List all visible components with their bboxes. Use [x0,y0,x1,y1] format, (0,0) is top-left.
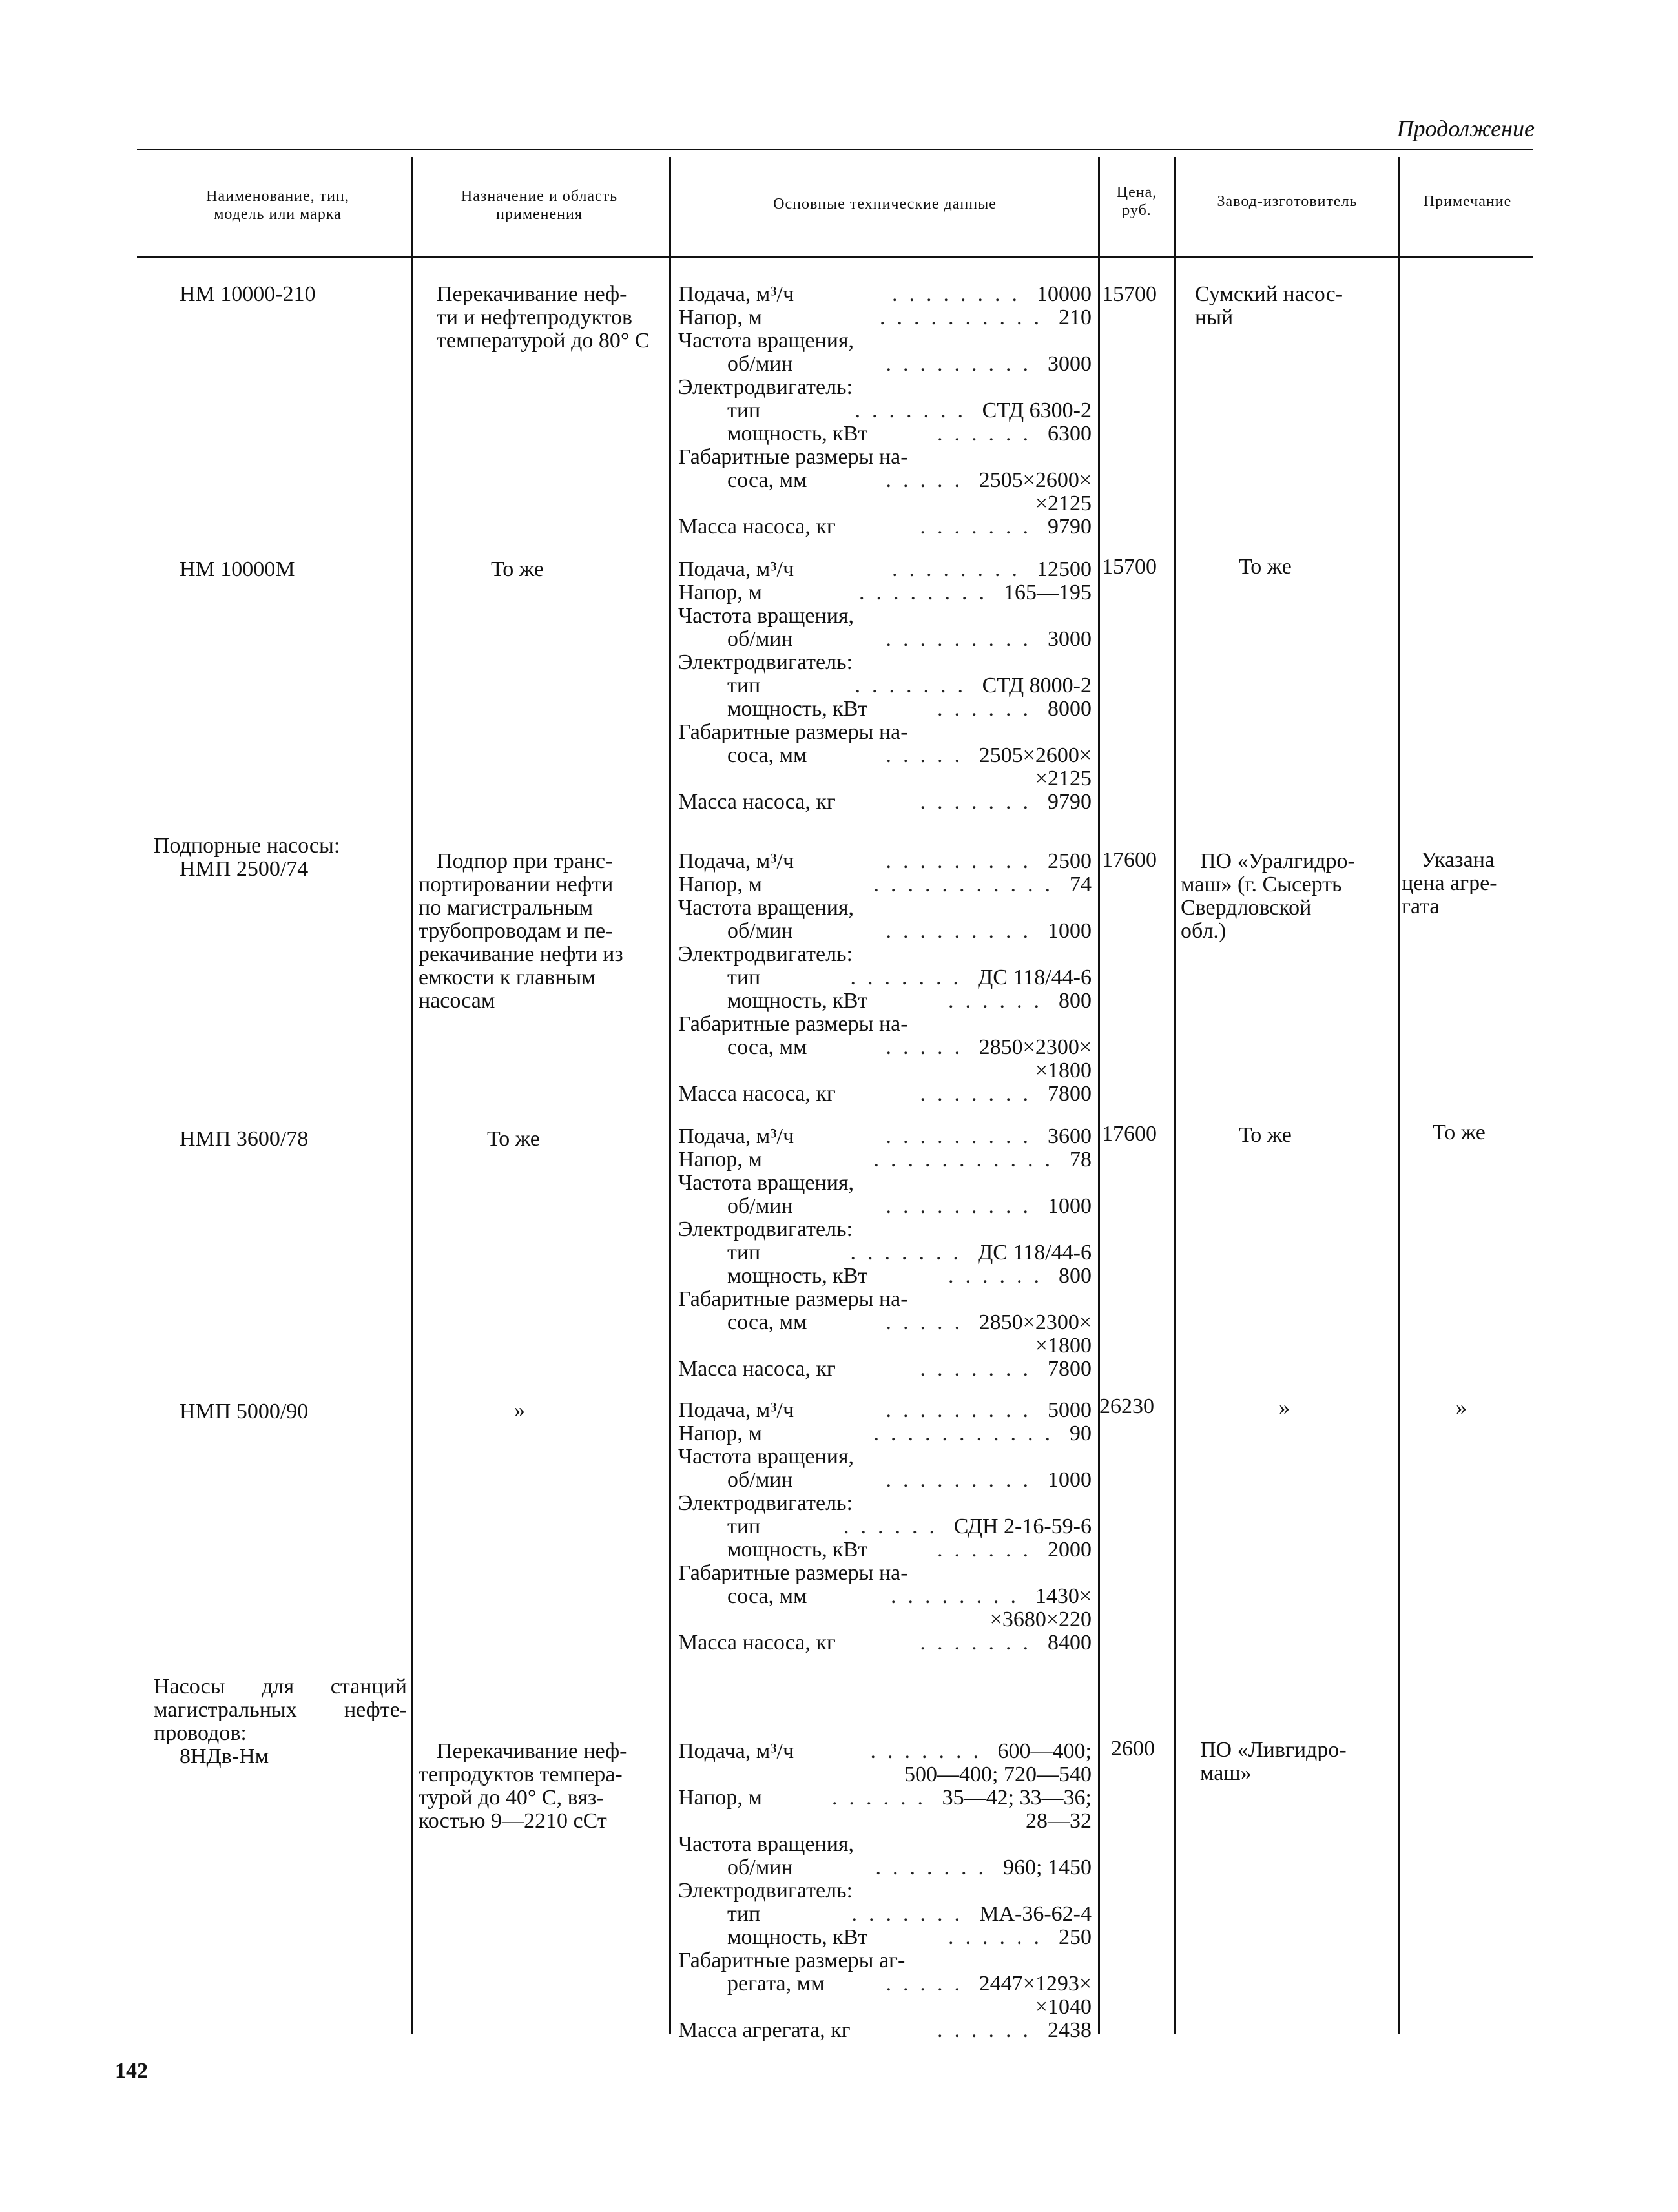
row-specs [678,850,1092,1106]
spec-line [678,1082,1092,1106]
leader-dots: ...... [948,1265,1051,1288]
spec-label: Частота вращения, [678,1445,855,1469]
spec-value: 1430× [1035,1584,1092,1608]
spec-label: регата, мм [727,1972,825,1996]
header-specs: Основные технические данные [773,196,997,212]
header-factory: Завод-изготовитель [1217,193,1358,210]
leader-dots: ...... [948,989,1051,1013]
spec-line [678,1195,1092,1218]
spec-label: Масса насоса, кг [678,1631,836,1655]
spec-value: 1000 [1048,919,1092,943]
row-specs [678,1740,1092,2042]
spec-label: Габаритные размеры на- [678,445,908,469]
spec-value: ДС 118/44-6 [978,966,1092,989]
leader-dots: ...... [937,698,1040,721]
spec-label: Подача, м³/ч [678,557,794,581]
spec-label: Напор, м [678,305,762,329]
spec-label: соса, мм [727,1035,807,1059]
row-specs [678,558,1092,814]
row-name: НМ 10000М [180,557,295,581]
spec-line [678,1241,1092,1265]
row-price: 26230 [1099,1394,1154,1418]
column-divider-1 [411,157,413,260]
row-price: 17600 [1102,848,1157,872]
spec-label: Подача, м³/ч [678,1398,794,1422]
spec-line [678,1013,1092,1036]
spec-label: Масса агрегата, кг [678,2018,851,2042]
leader-dots: ....... [855,399,975,422]
spec-value: 2505×2600× [979,743,1092,767]
spec-line [678,1399,1092,1422]
spec-label: мощность, кВт [727,1264,868,1288]
spec-label: соса, мм [727,1310,807,1334]
spec-value: 90 [1070,1421,1092,1445]
row-note: » [1456,1396,1467,1420]
spec-line [678,1562,1092,1585]
spec-value: 165—195 [1004,581,1092,605]
spec-line [678,1218,1092,1241]
leader-dots: ....... [920,1082,1040,1106]
spec-value: 500—400; 720—540 [904,1762,1092,1786]
spec-label: Подача, м³/ч [678,1739,794,1763]
spec-label: Подача, м³/ч [678,1124,794,1148]
spec-line [678,1926,1092,1949]
row-name: Насосы для станций магистральных нефте- проводов: 8НДв-Нм [154,1675,407,1768]
row-name: НМП 3600/78 [180,1127,309,1151]
spec-line [678,1972,1092,1996]
spec-value: 10000 [1037,282,1092,306]
leader-dots: ...... [937,1538,1040,1562]
spec-line [678,469,1092,492]
row-name: НМП 5000/90 [180,1400,309,1423]
spec-line [678,791,1092,814]
spec-value: 3000 [1048,627,1092,651]
spec-value: ×2125 [1035,767,1092,791]
leader-dots: ........... [873,873,1062,896]
spec-label: Частота вращения, [678,1832,855,1856]
spec-label: Масса насоса, кг [678,1082,836,1106]
spec-line [678,698,1092,721]
spec-value: 74 [1070,873,1092,896]
leader-dots: ..... [886,469,971,492]
leader-dots: ....... [920,1631,1040,1655]
spec-line [678,1879,1092,1903]
spec-value: СДН 2-16-59-6 [953,1514,1092,1538]
spec-value: 7800 [1048,1357,1092,1381]
spec-line [678,1445,1092,1469]
row-name: НМ 10000-210 [180,282,316,306]
row-price: 17600 [1102,1122,1157,1146]
spec-value: 2850×2300× [979,1035,1092,1059]
header-price: Цена, руб. [1116,184,1157,219]
spec-value: 2000 [1048,1538,1092,1562]
spec-line [678,353,1092,376]
row-price: 2600 [1111,1737,1155,1761]
spec-value: 8400 [1048,1631,1092,1655]
spec-value: 2500 [1048,849,1092,873]
spec-line [678,989,1092,1013]
spec-line [678,1358,1092,1381]
spec-label: Электродвигатель: [678,1879,853,1903]
spec-line [678,1288,1092,1311]
leader-dots: ........ [891,1585,1028,1608]
spec-label: тип [727,1514,761,1538]
spec-line [678,581,1092,605]
spec-line [678,744,1092,767]
spec-line [678,1492,1092,1515]
spec-value: ×1800 [1035,1334,1092,1358]
spec-label: Габаритные размеры на- [678,1012,908,1036]
leader-dots: ....... [875,1856,995,1879]
spec-line [678,721,1092,744]
row-specs [678,283,1092,539]
spec-line [678,558,1092,581]
spec-label: об/мин [727,1855,793,1879]
spec-value: 960; 1450 [1003,1855,1092,1879]
column-divider-5 [1398,157,1400,2034]
spec-line [678,1148,1092,1172]
leader-dots: ...... [844,1515,946,1538]
spec-label: мощность, кВт [727,1925,868,1949]
spec-label: мощность, кВт [727,697,868,721]
spec-value: ×1800 [1035,1059,1092,1082]
spec-value: ДС 118/44-6 [978,1241,1092,1265]
spec-label: Напор, м [678,1421,762,1445]
spec-value: 78 [1070,1148,1092,1172]
spec-value: 2850×2300× [979,1310,1092,1334]
spec-line [678,850,1092,873]
spec-line [678,628,1092,651]
spec-line [678,1631,1092,1655]
row-factory: То же [1239,1123,1292,1147]
spec-label: Подача, м³/ч [678,282,794,306]
leader-dots: ....... [920,791,1040,814]
spec-line [678,1515,1092,1538]
spec-value: 800 [1059,989,1092,1013]
leader-dots: ........... [873,1422,1062,1445]
spec-line [678,1833,1092,1856]
spec-line [678,966,1092,989]
spec-label: Напор, м [678,873,762,896]
spec-line [678,767,1092,791]
spec-line [678,1422,1092,1445]
spec-label: Электродвигатель: [678,650,853,674]
spec-label: соса, мм [727,468,807,492]
spec-label: тип [727,966,761,989]
spec-value: ×3680×220 [989,1607,1092,1631]
leader-dots: ....... [850,1241,970,1265]
spec-label: тип [727,1902,761,1926]
spec-line [678,1996,1092,2019]
spec-value: ×2125 [1035,491,1092,515]
spec-value: 3600 [1048,1124,1092,1148]
spec-label: Масса насоса, кг [678,515,836,539]
leader-dots: ........ [892,283,1029,306]
row-specs [678,1125,1092,1381]
leader-dots: ......... [886,353,1040,376]
spec-line [678,329,1092,353]
spec-label: Напор, м [678,581,762,605]
spec-line [678,943,1092,966]
spec-line [678,1538,1092,1562]
leader-dots: ........ [859,581,996,605]
spec-label: Подача, м³/ч [678,849,794,873]
spec-value: 1000 [1048,1468,1092,1492]
spec-line [678,674,1092,698]
spec-line [678,1585,1092,1608]
row-note: То же [1433,1121,1486,1144]
spec-line [678,1265,1092,1288]
column-divider-2 [669,157,671,2034]
spec-line [678,1172,1092,1195]
spec-line [678,1469,1092,1492]
spec-label: мощность, кВт [727,422,868,446]
row-specs [678,1399,1092,1655]
spec-line [678,1036,1092,1059]
spec-label: Напор, м [678,1786,762,1810]
spec-value: 7800 [1048,1082,1092,1106]
spec-value: 2505×2600× [979,468,1092,492]
spec-line [678,1125,1092,1148]
spec-value: 28—32 [1026,1809,1092,1833]
spec-label: Частота вращения, [678,1171,855,1195]
leader-dots: ....... [850,966,970,989]
spec-line [678,1903,1092,1926]
spec-label: Напор, м [678,1148,762,1172]
spec-label: Масса насоса, кг [678,790,836,814]
row-purpose: Подпор при транс- портировании нефти по магистральным трубопроводам и пе- рекачивание нефти из емкости к главным насосам [419,849,623,1013]
spec-label: Электродвигатель: [678,375,853,399]
spec-line [678,896,1092,920]
spec-label: Масса насоса, кг [678,1357,836,1381]
header-note: Примечание [1423,193,1512,210]
column-divider-1 [411,258,413,2034]
leader-dots: ..... [886,744,971,767]
spec-label: соса, мм [727,743,807,767]
spec-value: 600—400; [997,1739,1092,1763]
spec-value: 8000 [1048,697,1092,721]
spec-line [678,1856,1092,1879]
leader-dots: ........... [873,1148,1062,1172]
name-line-justified: магистральных нефте- [154,1698,407,1722]
leader-dots: ....... [920,515,1040,539]
spec-line [678,2019,1092,2042]
spec-line [678,1311,1092,1334]
leader-dots: ...... [948,1926,1051,1949]
spec-label: Электродвигатель: [678,1217,853,1241]
spec-label: тип [727,398,761,422]
header-bottom-rule [137,256,1533,258]
spec-value: 6300 [1048,422,1092,446]
leader-dots: ......... [886,850,1040,873]
leader-dots: ....... [851,1903,971,1926]
leader-dots: ..... [886,1972,971,1996]
spec-line [678,1949,1092,1972]
spec-label: Электродвигатель: [678,1491,853,1515]
spec-label: Габаритные размеры на- [678,1287,908,1311]
leader-dots: ......... [886,628,1040,651]
leader-dots: ......... [886,1195,1040,1218]
spec-line [678,1740,1092,1763]
spec-value: 35—42; 33—36; [942,1786,1092,1810]
row-name: Подпорные насосы: НМП 2500/74 [154,834,340,881]
leader-dots: ...... [937,2019,1040,2042]
spec-label: Электродвигатель: [678,942,853,966]
spec-label: Габаритные размеры на- [678,720,908,744]
page-number: 142 [115,2059,148,2083]
spec-value: 210 [1059,305,1092,329]
spec-label: мощность, кВт [727,1538,868,1562]
leader-dots: ....... [870,1740,990,1763]
spec-line [678,920,1092,943]
spec-value: МА-36-62-4 [979,1902,1092,1926]
row-factory: ПО «Уралгидро- маш» (г. Сысерть Свердловской обл.) [1181,849,1355,943]
name-line-justified: Насосы для станций [154,1675,407,1699]
spec-line [678,1334,1092,1358]
spec-value: 800 [1059,1264,1092,1288]
leader-dots: ....... [920,1358,1040,1381]
row-purpose: То же [491,557,544,581]
row-price: 15700 [1102,555,1157,579]
row-purpose: Перекачивание неф- тепродуктов темпера- турой до 40° С, вяз- костью 9—2210 сСт [419,1739,627,1833]
spec-label: об/мин [727,627,793,651]
leader-dots: ......... [886,1399,1040,1422]
row-price: 15700 [1102,282,1157,306]
spec-line [678,306,1092,329]
spec-line [678,1786,1092,1810]
leader-dots: ......... [886,920,1040,943]
row-factory: » [1279,1396,1290,1420]
spec-label: тип [727,1241,761,1265]
spec-line [678,399,1092,422]
row-purpose: То же [487,1127,540,1151]
spec-line [678,1763,1092,1786]
row-note: Указана цена агре- гата [1402,848,1497,918]
spec-label: Габаритные размеры на- [678,1561,908,1585]
spec-line [678,1608,1092,1631]
spec-value: 2438 [1048,2018,1092,2042]
spec-value: 3000 [1048,352,1092,376]
spec-value: СТД 8000-2 [982,674,1092,698]
spec-label: об/мин [727,1468,793,1492]
leader-dots: ....... [855,674,975,698]
spec-value: ×1040 [1035,1995,1092,2019]
spec-label: мощность, кВт [727,989,868,1013]
spec-value: 9790 [1048,515,1092,539]
spec-line [678,422,1092,446]
row-purpose: » [514,1398,525,1422]
spec-line [678,1059,1092,1082]
spec-value: 1000 [1048,1194,1092,1218]
leader-dots: .......... [880,306,1051,329]
row-purpose: Перекачивание неф- ти и нефтепродуктов температурой до 80° С [437,282,650,353]
spec-line [678,651,1092,674]
spec-label: об/мин [727,1194,793,1218]
spec-label: об/мин [727,352,793,376]
spec-line [678,492,1092,515]
spec-line [678,446,1092,469]
spec-line [678,605,1092,628]
row-factory: Сумский насос- ный [1195,282,1343,329]
spec-value: 250 [1059,1925,1092,1949]
leader-dots: ..... [886,1036,971,1059]
spec-value: 5000 [1048,1398,1092,1422]
column-divider-3 [1098,157,1100,2034]
leader-dots: ......... [886,1469,1040,1492]
spec-label: тип [727,674,761,698]
spec-value: 12500 [1037,557,1092,581]
leader-dots: ........ [892,558,1029,581]
leader-dots: ..... [886,1311,971,1334]
row-factory: ПО «Ливгидро- маш» [1200,1738,1347,1785]
spec-label: Частота вращения, [678,604,855,628]
row-factory: То же [1239,555,1292,579]
spec-label: Частота вращения, [678,329,855,353]
spec-line [678,376,1092,399]
table-top-rule [137,149,1533,150]
leader-dots: ......... [886,1125,1040,1148]
continuation-label: Продолжение [1396,116,1535,141]
spec-label: Габаритные размеры аг- [678,1948,906,1972]
header-name: Наименование, тип, модель или марка [206,188,349,223]
header-purpose: Назначение и область применения [461,188,618,223]
spec-line [678,515,1092,539]
spec-line [678,1810,1092,1833]
column-divider-4 [1174,157,1176,2034]
spec-label: соса, мм [727,1584,807,1608]
spec-line [678,283,1092,306]
leader-dots: ...... [832,1786,935,1810]
leader-dots: ...... [937,422,1040,446]
spec-line [678,873,1092,896]
spec-value: 2447×1293× [979,1972,1092,1996]
spec-label: Частота вращения, [678,896,855,920]
spec-value: 9790 [1048,790,1092,814]
spec-value: СТД 6300-2 [982,398,1092,422]
spec-label: об/мин [727,919,793,943]
